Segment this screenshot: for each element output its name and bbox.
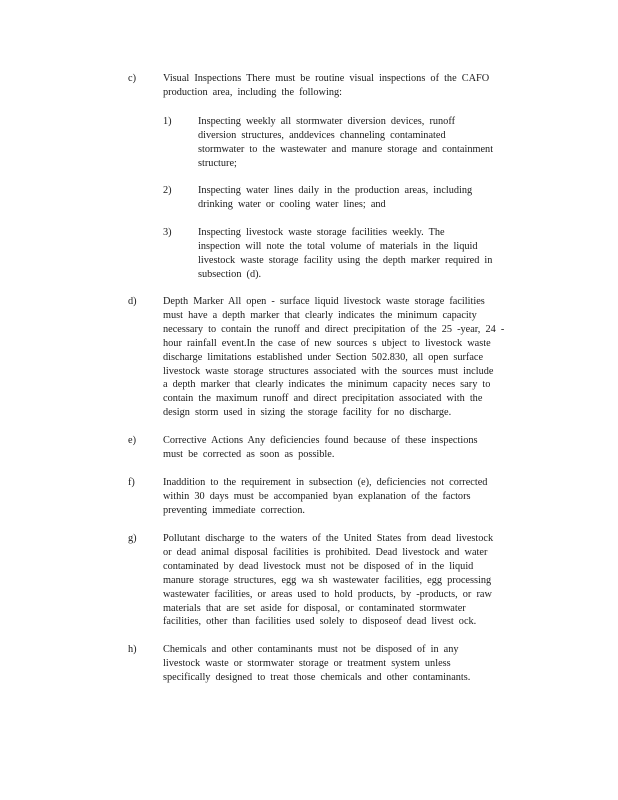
section-text: Chemicals and other contaminants must not be disposed of in any livestock waste or stormwater storage or treatment system unless specifically designed to treat those chemicals and other contaminants.: [163, 644, 471, 683]
section-text: Pollutant discharge to the waters of the United States from dead livestock or dead animal disposal facilities is prohibited. Dead livestock and water contaminated by dead livestock must not be disposed of in the liquid manure storage structures, egg wa sh wastewater facilities, egg processing wastewater facilities, or areas used to hold products, by -products, or raw materials that are set aside for disposal, or contaminated stormwater facilities, other than facilities used solely to disposeof dead livest ock.: [163, 533, 494, 628]
section-label: f): [128, 477, 135, 488]
item-text: Inspecting weekly all stormwater diversion devices, runoff diversion structures, anddevices channeling contaminated stormwater to the wastewater and manure storage and containment structure;: [198, 116, 494, 169]
section-label: d): [128, 296, 137, 307]
section-label: e): [128, 435, 136, 446]
section-text: Inaddition to the requirement in subsection (e), deficiencies not corrected within 30 days must be accompanied byan explanation of the factors preventing immediate correction.: [163, 477, 488, 516]
section-text: Visual Inspections There must be routine visual inspections of the CAFO production area, including the following:: [163, 73, 490, 98]
item-label: 2): [163, 185, 172, 196]
item-label: 3): [163, 227, 172, 238]
section-label: c): [128, 73, 136, 84]
section-text: Depth Marker All open - surface liquid livestock waste storage facilities must have a depth marker that clearly indicates the minimum capacity necessary to contain the runoff and direct precipitation of the 25 -year, 24 - hour rainfall event.In the case of new sources s ubject to livestock waste discharge limitations established under Section 502.830, all open surface livestock waste storage structures associated with the sources must include a depth marker that clearly indicates the minimum capacity neces sary to contain the maximum runoff and direct precipitation associated with the design storm used in sizing the storage facility for no discharge.: [163, 296, 505, 419]
section-text: Corrective Actions Any deficiencies found because of these inspections must be corrected as soon as possible.: [163, 435, 478, 460]
item-text: Inspecting livestock waste storage facilities weekly. The inspection will note the total volume of materials in the liquid livestock waste storage facility using the depth marker required in subsection (d).: [198, 227, 493, 280]
section-label: g): [128, 533, 137, 544]
section-label: h): [128, 644, 137, 655]
item-label: 1): [163, 116, 172, 127]
item-text: Inspecting water lines daily in the production areas, including drinking water or cooling water lines; and: [198, 185, 473, 210]
